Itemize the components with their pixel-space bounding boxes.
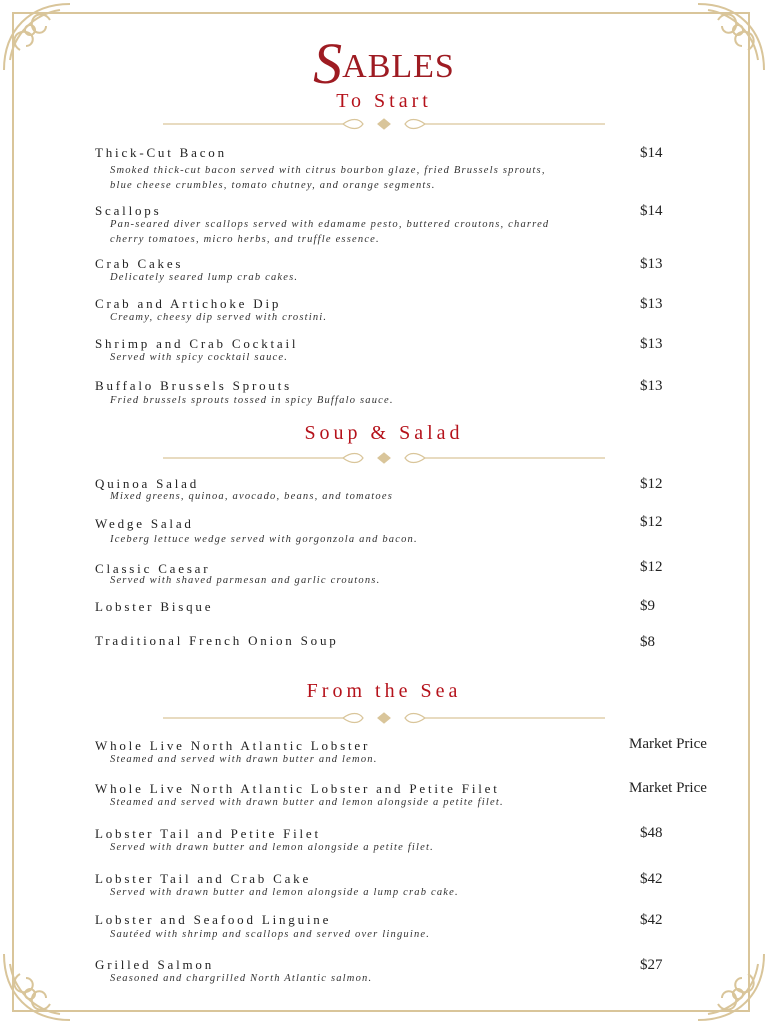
- ornament-corner-icon: [0, 944, 80, 1024]
- menu-item-description: Mixed greens, quinoa, avocado, beans, and tomatoes: [110, 491, 393, 502]
- menu-item-name: Crab and Artichoke Dip: [95, 296, 282, 311]
- menu-item-price: $13: [640, 336, 663, 352]
- menu-item-name: Wedge Salad: [95, 516, 194, 531]
- menu-item-price: $14: [640, 145, 663, 161]
- divider-flourish-icon: [163, 451, 605, 465]
- section-title-soup-salad: Soup & Salad: [304, 422, 464, 444]
- menu-item-description: Delicately seared lump crab cakes.: [110, 272, 299, 283]
- restaurant-logo: [0, 30, 768, 97]
- menu-item-name: Whole Live North Atlantic Lobster: [95, 738, 371, 753]
- menu-item-price: $14: [640, 203, 663, 219]
- menu-item-price: $12: [640, 514, 663, 530]
- menu-item-description: blue cheese crumbles, tomato chutney, and orange segments.: [110, 180, 436, 191]
- menu-item-name: Traditional French Onion Soup: [95, 633, 339, 648]
- menu-item-description: Steamed and served with drawn butter and lemon.: [110, 754, 378, 765]
- menu-item-name: Lobster Tail and Petite Filet: [95, 826, 321, 841]
- menu-item-description: Served with drawn butter and lemon alongside a lump crab cake.: [110, 887, 459, 898]
- menu-item-description: Served with shaved parmesan and garlic croutons.: [110, 575, 381, 586]
- menu-item-name: Lobster Tail and Crab Cake: [95, 871, 312, 886]
- menu-item-description: Pan-seared diver scallops served with edamame pesto, buttered croutons, charred: [110, 219, 550, 230]
- section-title-from-the-sea: From the Sea: [306, 680, 462, 702]
- menu-item-name: Quinoa Salad: [95, 476, 200, 491]
- menu-item-name: Lobster Bisque: [95, 599, 214, 614]
- menu-item-price: $8: [640, 634, 655, 650]
- menu-item-description: Served with drawn butter and lemon alongside a petite filet.: [110, 842, 434, 853]
- menu-item-description: Iceberg lettuce wedge served with gorgonzola and bacon.: [110, 534, 418, 545]
- menu-item-price: Market Price: [629, 780, 707, 796]
- menu-item-price: Market Price: [629, 736, 707, 752]
- menu-item-name: Classic Caesar: [95, 561, 211, 576]
- menu-item-price: $42: [640, 871, 663, 887]
- menu-item-description: Smoked thick-cut bacon served with citrus bourbon glaze, fried Brussels sprouts,: [110, 165, 546, 176]
- menu-item-name: Lobster and Seafood Linguine: [95, 912, 332, 927]
- menu-item-description: Seasoned and chargrilled North Atlantic salmon.: [110, 973, 373, 984]
- divider-flourish-icon: [163, 117, 605, 131]
- divider-flourish-icon: [163, 711, 605, 725]
- section-title-to-start: To Start: [336, 90, 432, 112]
- menu-item-price: $12: [640, 559, 663, 575]
- menu-item-name: Buffalo Brussels Sprouts: [95, 378, 292, 393]
- menu-item-price: $48: [640, 825, 663, 841]
- menu-item-price: $12: [640, 476, 663, 492]
- logo-initial: S: [313, 31, 343, 96]
- menu-item-price: $42: [640, 912, 663, 928]
- menu-item-description: cherry tomatoes, micro herbs, and truffle essence.: [110, 234, 380, 245]
- menu-item-name: Crab Cakes: [95, 256, 184, 271]
- menu-item-name: Shrimp and Crab Cocktail: [95, 336, 299, 351]
- menu-item-name: Scallops: [95, 203, 162, 218]
- menu-border: [12, 12, 750, 1012]
- menu-item-description: Fried brussels sprouts tossed in spicy Buffalo sauce.: [110, 395, 394, 406]
- menu-item-price: $13: [640, 378, 663, 394]
- menu-item-description: Sautéed with shrimp and scallops and served over linguine.: [110, 929, 431, 940]
- menu-item-description: Served with spicy cocktail sauce.: [110, 352, 289, 363]
- logo-rest: ABLES: [342, 48, 455, 85]
- menu-item-price: $13: [640, 296, 663, 312]
- menu-item-price: $13: [640, 256, 663, 272]
- menu-item-description: Steamed and served with drawn butter and lemon alongside a petite filet.: [110, 797, 504, 808]
- menu-item-description: Creamy, cheesy dip served with crostini.: [110, 312, 328, 323]
- menu-item-price: $9: [640, 598, 655, 614]
- menu-item-name: Whole Live North Atlantic Lobster and Petite Filet: [95, 781, 500, 796]
- menu-item-price: $27: [640, 957, 663, 973]
- menu-item-name: Grilled Salmon: [95, 957, 214, 972]
- ornament-corner-icon: [688, 944, 768, 1024]
- menu-item-name: Thick-Cut Bacon: [95, 145, 227, 160]
